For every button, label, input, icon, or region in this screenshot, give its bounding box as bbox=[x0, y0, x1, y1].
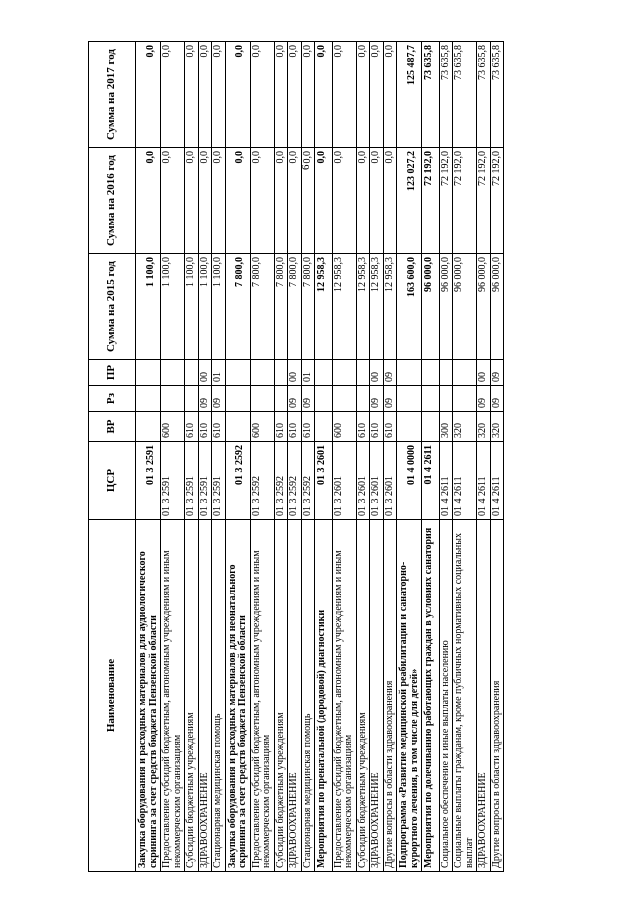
rotated-page bbox=[88, 42, 564, 872]
row-sum-2016: 0,0 bbox=[332, 148, 356, 254]
row-vr: 610 bbox=[383, 412, 397, 442]
row-csr: 01 4 2611 bbox=[477, 442, 491, 520]
row-sum-2017: 0,0 bbox=[161, 42, 185, 148]
row-pr bbox=[274, 360, 288, 386]
row-sum-2017: 73 635,8 bbox=[490, 42, 504, 148]
row-sum-2016: 72 192,0 bbox=[453, 148, 477, 254]
row-rz bbox=[422, 386, 440, 412]
row-pr: 00 bbox=[198, 360, 212, 386]
table-row bbox=[288, 42, 302, 872]
row-csr: 01 3 2591 bbox=[212, 442, 226, 520]
row-rz: 09 bbox=[490, 386, 504, 412]
row-vr: 610 bbox=[274, 412, 288, 442]
row-sum-2017: 125 487,7 bbox=[397, 42, 422, 148]
row-name: Мероприятия по пренатальной (дородовой) диагностики bbox=[315, 520, 333, 872]
row-vr: 320 bbox=[453, 412, 477, 442]
row-csr: 01 3 2591 bbox=[198, 442, 212, 520]
row-rz: 09 bbox=[383, 386, 397, 412]
row-sum-2015: 1 100,0 bbox=[136, 254, 161, 360]
row-vr bbox=[315, 412, 333, 442]
row-sum-2015: 1 100,0 bbox=[212, 254, 226, 360]
row-name: Закупка оборудования и расходных материалов для аудиологического скрининга за счет средств бюджета Пензенской области bbox=[136, 520, 161, 872]
row-pr bbox=[422, 360, 440, 386]
row-pr bbox=[439, 360, 453, 386]
row-vr: 600 bbox=[161, 412, 185, 442]
table-row bbox=[439, 42, 453, 872]
row-name: Субсидии бюджетным учреждениям bbox=[185, 520, 199, 872]
table-row bbox=[356, 42, 370, 872]
row-pr bbox=[356, 360, 370, 386]
row-sum-2016: 0,0 bbox=[274, 148, 288, 254]
row-pr: 01 bbox=[301, 360, 315, 386]
row-sum-2016: 72 192,0 bbox=[422, 148, 440, 254]
row-sum-2015: 1 100,0 bbox=[161, 254, 185, 360]
row-sum-2016: 0,0 bbox=[161, 148, 185, 254]
row-sum-2016: 0,0 bbox=[288, 148, 302, 254]
row-vr bbox=[397, 412, 422, 442]
row-pr bbox=[453, 360, 477, 386]
row-vr bbox=[136, 412, 161, 442]
table-row bbox=[453, 42, 477, 872]
row-vr: 610 bbox=[356, 412, 370, 442]
row-rz bbox=[274, 386, 288, 412]
row-sum-2017: 73 635,8 bbox=[453, 42, 477, 148]
row-pr bbox=[397, 360, 422, 386]
row-name: Подпрограмма «Развитие медицинской реабилитации и санаторно-курортного лечения, в том числе для детей» bbox=[397, 520, 422, 872]
row-csr: 01 4 2611 bbox=[490, 442, 504, 520]
row-name: Закупка оборудования и расходных материалов для неонатального скрининга за счет средств бюджета Пензенской области bbox=[225, 520, 250, 872]
row-csr: 01 3 2601 bbox=[356, 442, 370, 520]
row-vr: 320 bbox=[490, 412, 504, 442]
table-row bbox=[250, 42, 274, 872]
row-name: Стационарная медицинская помощь bbox=[212, 520, 226, 872]
table-header-row bbox=[89, 42, 136, 872]
row-sum-2017: 0,0 bbox=[250, 42, 274, 148]
row-vr: 610 bbox=[288, 412, 302, 442]
row-sum-2015: 7 800,0 bbox=[301, 254, 315, 360]
row-pr bbox=[250, 360, 274, 386]
row-sum-2015: 1 100,0 bbox=[185, 254, 199, 360]
row-sum-2015: 12 958,3 bbox=[383, 254, 397, 360]
row-rz: 09 bbox=[477, 386, 491, 412]
row-rz: 09 bbox=[288, 386, 302, 412]
row-csr: 01 4 2611 bbox=[453, 442, 477, 520]
header-rz: Рз bbox=[89, 386, 136, 412]
row-sum-2017: 0,0 bbox=[225, 42, 250, 148]
row-rz bbox=[225, 386, 250, 412]
row-csr: 01 3 2591 bbox=[161, 442, 185, 520]
row-sum-2016: 0,0 bbox=[185, 148, 199, 254]
row-pr: 09 bbox=[490, 360, 504, 386]
row-sum-2016: 0,0 bbox=[225, 148, 250, 254]
row-sum-2015: 1 100,0 bbox=[198, 254, 212, 360]
row-sum-2015: 7 800,0 bbox=[225, 254, 250, 360]
row-rz: 09 bbox=[370, 386, 384, 412]
row-name: Предоставление субсидий бюджетным, автономным учреждениям и иным некоммерческим организациям bbox=[250, 520, 274, 872]
row-name: Субсидии бюджетным учреждениям bbox=[274, 520, 288, 872]
row-csr: 01 3 2601 bbox=[315, 442, 333, 520]
row-sum-2015: 7 800,0 bbox=[288, 254, 302, 360]
row-sum-2015: 96 000,0 bbox=[477, 254, 491, 360]
header-csr: ЦСР bbox=[89, 442, 136, 520]
row-rz bbox=[397, 386, 422, 412]
row-name: ЗДРАВООХРАНЕНИЕ bbox=[288, 520, 302, 872]
table-row bbox=[383, 42, 397, 872]
table-row bbox=[198, 42, 212, 872]
row-csr: 01 4 2611 bbox=[439, 442, 453, 520]
row-sum-2016: 0,0 bbox=[250, 148, 274, 254]
row-name: Социальные выплаты гражданам, кроме публичных нормативных социальных выплат bbox=[453, 520, 477, 872]
row-sum-2016: 72 192,0 bbox=[439, 148, 453, 254]
row-csr: 01 3 2592 bbox=[274, 442, 288, 520]
row-rz bbox=[439, 386, 453, 412]
row-sum-2016: 72 192,0 bbox=[477, 148, 491, 254]
row-sum-2016: 0,0 bbox=[370, 148, 384, 254]
budget-table bbox=[88, 41, 504, 872]
row-sum-2017: 73 635,8 bbox=[439, 42, 453, 148]
row-sum-2016: 0,0 bbox=[315, 148, 333, 254]
table-row bbox=[225, 42, 250, 872]
row-name: Социальное обеспечение и иные выплаты населению bbox=[439, 520, 453, 872]
row-sum-2017: 0,0 bbox=[198, 42, 212, 148]
row-rz bbox=[250, 386, 274, 412]
row-sum-2015: 7 800,0 bbox=[250, 254, 274, 360]
row-vr bbox=[225, 412, 250, 442]
row-sum-2015: 96 000,0 bbox=[439, 254, 453, 360]
row-sum-2017: 0,0 bbox=[370, 42, 384, 148]
row-csr: 01 3 2601 bbox=[370, 442, 384, 520]
row-sum-2017: 73 635,8 bbox=[422, 42, 440, 148]
row-vr: 600 bbox=[332, 412, 356, 442]
row-sum-2015: 96 000,0 bbox=[422, 254, 440, 360]
row-name: ЗДРАВООХРАНЕНИЕ bbox=[370, 520, 384, 872]
row-csr: 01 3 2601 bbox=[383, 442, 397, 520]
row-vr: 610 bbox=[198, 412, 212, 442]
row-vr: 300 bbox=[439, 412, 453, 442]
row-sum-2016: 0,0 bbox=[136, 148, 161, 254]
row-vr: 320 bbox=[477, 412, 491, 442]
page-number: 6 bbox=[300, 164, 312, 170]
header-name: Наименование bbox=[89, 520, 136, 872]
row-pr bbox=[136, 360, 161, 386]
row-pr: 01 bbox=[212, 360, 226, 386]
table-body bbox=[136, 42, 504, 872]
row-sum-2016: 0,0 bbox=[301, 148, 315, 254]
row-sum-2016: 123 027,2 bbox=[397, 148, 422, 254]
row-sum-2017: 0,0 bbox=[274, 42, 288, 148]
row-rz: 09 bbox=[212, 386, 226, 412]
row-name: Стационарная медицинская помощь bbox=[301, 520, 315, 872]
table-row bbox=[161, 42, 185, 872]
row-pr: 00 bbox=[288, 360, 302, 386]
row-sum-2015: 96 000,0 bbox=[453, 254, 477, 360]
row-name: ЗДРАВООХРАНЕНИЕ bbox=[477, 520, 491, 872]
table-row bbox=[212, 42, 226, 872]
table-row bbox=[490, 42, 504, 872]
row-pr: 00 bbox=[477, 360, 491, 386]
row-sum-2015: 12 958,3 bbox=[332, 254, 356, 360]
row-sum-2015: 7 800,0 bbox=[274, 254, 288, 360]
row-sum-2015: 12 958,3 bbox=[370, 254, 384, 360]
table-row bbox=[422, 42, 440, 872]
row-csr: 01 3 2591 bbox=[185, 442, 199, 520]
header-sum-2015: Сумма на 2015 год bbox=[89, 254, 136, 360]
table-row bbox=[274, 42, 288, 872]
row-sum-2017: 73 635,8 bbox=[477, 42, 491, 148]
table-row bbox=[370, 42, 384, 872]
row-pr bbox=[332, 360, 356, 386]
row-name: Другие вопросы в области здравоохранения bbox=[383, 520, 397, 872]
row-vr: 610 bbox=[370, 412, 384, 442]
row-rz bbox=[356, 386, 370, 412]
row-sum-2016: 0,0 bbox=[383, 148, 397, 254]
row-rz bbox=[315, 386, 333, 412]
row-csr: 01 4 2611 bbox=[422, 442, 440, 520]
row-rz bbox=[161, 386, 185, 412]
row-sum-2017: 0,0 bbox=[212, 42, 226, 148]
table-row bbox=[315, 42, 333, 872]
header-vr: ВР bbox=[89, 412, 136, 442]
table-row bbox=[332, 42, 356, 872]
row-sum-2015: 12 958,3 bbox=[315, 254, 333, 360]
row-name: Мероприятия по долечиванию работающих граждан в условиях санатория bbox=[422, 520, 440, 872]
row-sum-2017: 0,0 bbox=[136, 42, 161, 148]
row-pr: 00 bbox=[370, 360, 384, 386]
row-rz: 09 bbox=[301, 386, 315, 412]
row-rz bbox=[136, 386, 161, 412]
row-name: Субсидии бюджетным учреждениям bbox=[356, 520, 370, 872]
row-sum-2016: 0,0 bbox=[356, 148, 370, 254]
row-sum-2017: 0,0 bbox=[332, 42, 356, 148]
row-sum-2017: 0,0 bbox=[315, 42, 333, 148]
row-sum-2017: 0,0 bbox=[383, 42, 397, 148]
row-csr: 01 3 2592 bbox=[288, 442, 302, 520]
header-sum-2016: Сумма на 2016 год bbox=[89, 148, 136, 254]
row-csr: 01 3 2592 bbox=[225, 442, 250, 520]
row-sum-2017: 0,0 bbox=[356, 42, 370, 148]
row-vr bbox=[422, 412, 440, 442]
row-vr: 610 bbox=[212, 412, 226, 442]
row-rz bbox=[332, 386, 356, 412]
row-rz bbox=[453, 386, 477, 412]
row-csr: 01 4 0000 bbox=[397, 442, 422, 520]
row-sum-2016: 0,0 bbox=[212, 148, 226, 254]
table-row bbox=[301, 42, 315, 872]
row-csr: 01 3 2592 bbox=[301, 442, 315, 520]
row-vr: 610 bbox=[185, 412, 199, 442]
row-sum-2016: 0,0 bbox=[198, 148, 212, 254]
row-pr bbox=[315, 360, 333, 386]
table-row bbox=[136, 42, 161, 872]
table-row bbox=[477, 42, 491, 872]
row-sum-2015: 12 958,3 bbox=[356, 254, 370, 360]
row-sum-2017: 0,0 bbox=[301, 42, 315, 148]
header-pr: ПР bbox=[89, 360, 136, 386]
header-sum-2017: Сумма на 2017 год bbox=[89, 42, 136, 148]
row-name: Предоставление субсидий бюджетным, автономным учреждениям и иным некоммерческим организациям bbox=[332, 520, 356, 872]
row-vr: 600 bbox=[250, 412, 274, 442]
table-row bbox=[185, 42, 199, 872]
row-sum-2015: 96 000,0 bbox=[490, 254, 504, 360]
row-vr: 610 bbox=[301, 412, 315, 442]
row-rz: 09 bbox=[198, 386, 212, 412]
row-rz bbox=[185, 386, 199, 412]
row-name: Предоставление субсидий бюджетным, автономным учреждениям и иным некоммерческим организациям bbox=[161, 520, 185, 872]
row-csr: 01 3 2592 bbox=[250, 442, 274, 520]
row-csr: 01 3 2591 bbox=[136, 442, 161, 520]
row-name: Другие вопросы в области здравоохранения bbox=[490, 520, 504, 872]
row-pr bbox=[161, 360, 185, 386]
row-sum-2017: 0,0 bbox=[288, 42, 302, 148]
row-csr: 01 3 2601 bbox=[332, 442, 356, 520]
row-sum-2016: 72 192,0 bbox=[490, 148, 504, 254]
row-pr: 09 bbox=[383, 360, 397, 386]
row-pr bbox=[185, 360, 199, 386]
row-pr bbox=[225, 360, 250, 386]
row-sum-2017: 0,0 bbox=[185, 42, 199, 148]
row-sum-2015: 163 600,0 bbox=[397, 254, 422, 360]
row-name: ЗДРАВООХРАНЕНИЕ bbox=[198, 520, 212, 872]
table-row bbox=[397, 42, 422, 872]
